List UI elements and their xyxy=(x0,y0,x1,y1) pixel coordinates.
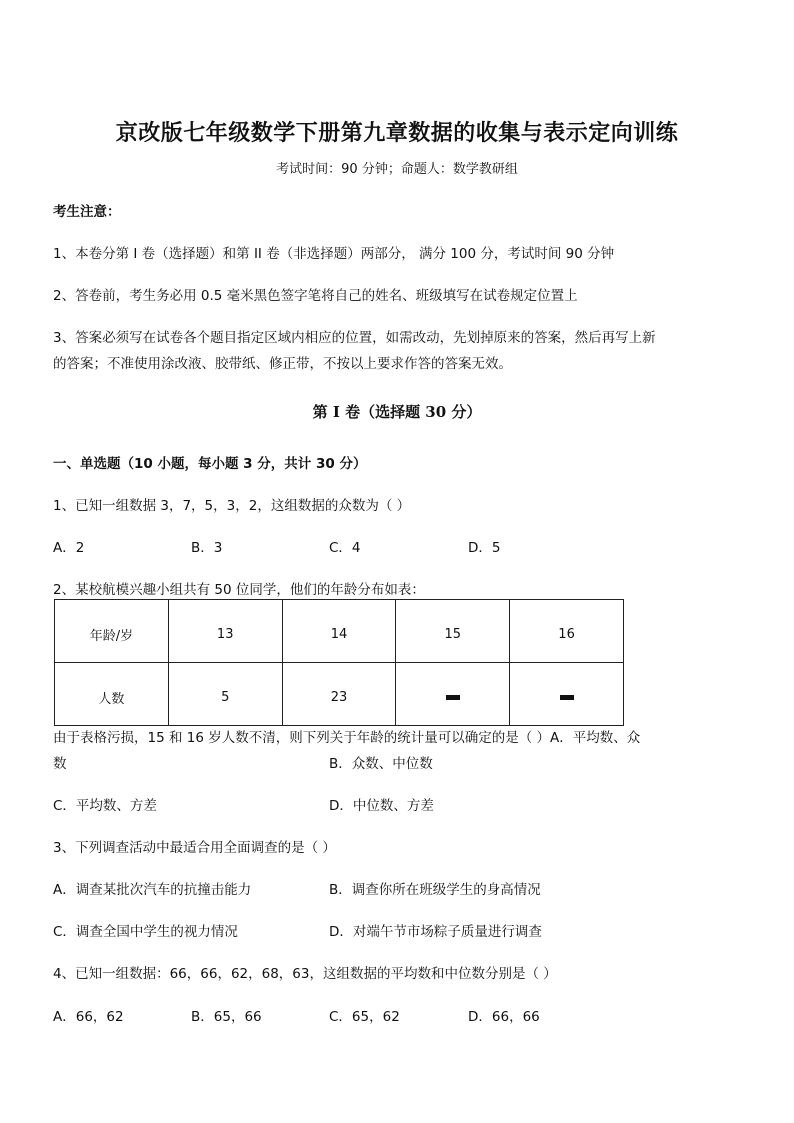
table-row xyxy=(55,663,624,726)
question-3-option-c: C．调查全国中学生的视力情况 xyxy=(53,924,238,940)
part-heading: 一、单选题（10 小题，每小题 3 分，共计 30 分） xyxy=(53,456,367,472)
notice-item-3: 3、答案必须写在试卷各个题目指定区域内相应的位置，如需改动，先划掉原来的答案，然后再写上新 xyxy=(53,330,656,346)
document-title: 京改版七年级数学下册第九章数据的收集与表示定向训练 xyxy=(115,120,679,146)
table-row xyxy=(55,600,624,663)
table-cell: 14 xyxy=(282,600,396,663)
table-cell: 人数 xyxy=(55,663,169,726)
notice-item-1: 1、本卷分第 I 卷（选择题）和第 II 卷（非选择题）两部分， 满分 100 分，考试时间 90 分钟 xyxy=(53,246,615,262)
question-3-option-d: D．对端午节市场粽子质量进行调查 xyxy=(329,924,542,940)
question-2-stem: 2、某校航模兴趣小组共有 50 位同学，他们的年龄分布如表： xyxy=(53,582,425,598)
question-4-option-b: B．65，66 xyxy=(191,1009,262,1025)
notice-item-3-continued: 的答案；不准使用涂改液、胶带纸、修正带，不按以上要求作答的答案无效。 xyxy=(53,356,512,372)
table-cell: 13 xyxy=(168,600,282,663)
question-1-option-b: B．3 xyxy=(191,540,223,556)
question-2-option-b: B．众数、中位数 xyxy=(329,756,433,772)
table-cell-smudged xyxy=(396,663,510,726)
notice-heading: 考生注意： xyxy=(53,204,121,220)
question-4-option-c: C．65，62 xyxy=(329,1009,400,1025)
question-4-stem: 4、已知一组数据：66，66，62，68，63，这组数据的平均数和中位数分别是（ ） xyxy=(53,966,557,982)
table-cell: 23 xyxy=(282,663,396,726)
question-2-option-c: C．平均数、方差 xyxy=(53,798,157,814)
question-2-followup-continued: 数 xyxy=(53,756,67,772)
question-3-option-a: A．调查某批次汽车的抗撞击能力 xyxy=(53,882,252,898)
section-title: 第 I 卷（选择题 30 分） xyxy=(312,403,482,421)
table-cell-smudged xyxy=(510,663,624,726)
table-cell: 16 xyxy=(510,600,624,663)
question-2-option-d: D．中位数、方差 xyxy=(329,798,434,814)
ink-smudge xyxy=(560,695,574,700)
notice-item-2: 2、答卷前，考生务必用 0.5 毫米黑色签字笔将自己的姓名、班级填写在试卷规定位置上 xyxy=(53,288,578,304)
exam-info: 考试时间：90 分钟；命题人：数学教研组 xyxy=(276,162,518,177)
question-2-followup: 由于表格污损，15 和 16 岁人数不清，则下列关于年龄的统计量可以确定的是（ ）A．平均数、众 xyxy=(53,730,641,746)
question-3-option-b: B．调查你所在班级学生的身高情况 xyxy=(329,882,541,898)
table-cell: 年龄/岁 xyxy=(55,600,169,663)
age-distribution-table xyxy=(54,599,624,726)
question-1-option-c: C．4 xyxy=(329,540,361,556)
ink-smudge xyxy=(446,695,460,700)
question-1-stem: 1、已知一组数据 3，7，5，3，2，这组数据的众数为（ ） xyxy=(53,498,411,514)
question-3-stem: 3、下列调查活动中最适合用全面调查的是（ ） xyxy=(53,840,336,856)
question-4-option-d: D．66，66 xyxy=(468,1009,540,1025)
question-4-option-a: A．66，62 xyxy=(53,1009,124,1025)
question-1-option-a: A．2 xyxy=(53,540,85,556)
question-1-option-d: D．5 xyxy=(468,540,501,556)
table-cell: 15 xyxy=(396,600,510,663)
table-cell: 5 xyxy=(168,663,282,726)
